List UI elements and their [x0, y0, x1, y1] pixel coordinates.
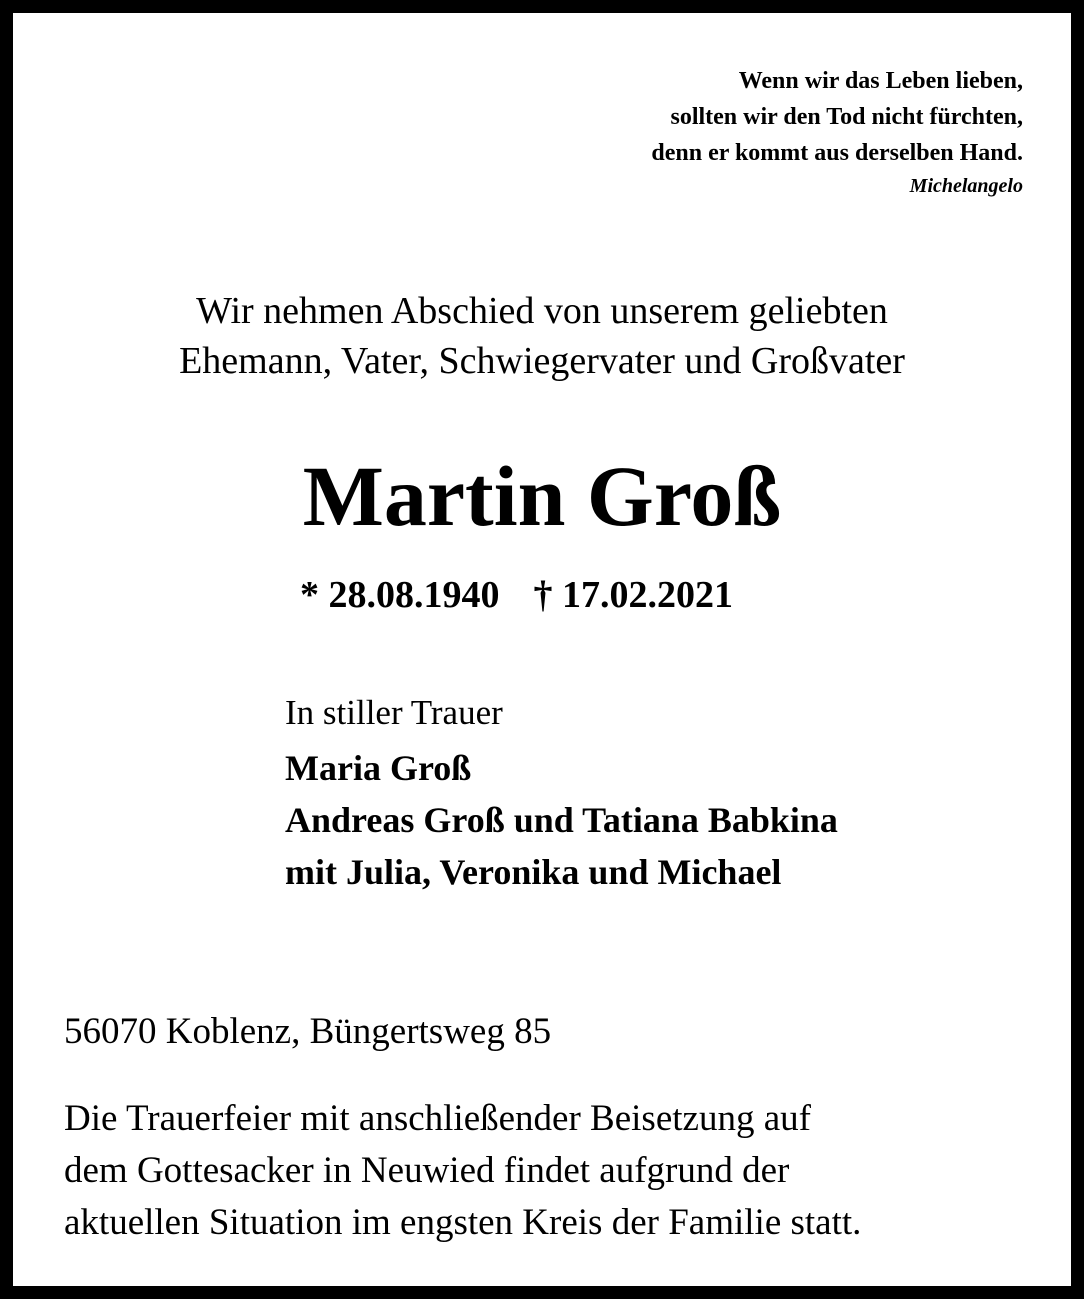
birth-date: * 28.08.1940: [300, 574, 500, 616]
notice-line: dem Gottesacker in Neuwied findet aufgrund der: [64, 1150, 790, 1191]
funeral-notice: [64, 1093, 1044, 1249]
quote-line: sollten wir den Tod nicht fürchten,: [670, 104, 1023, 130]
quote-line: Wenn wir das Leben lieben,: [738, 68, 1023, 94]
life-dates: [300, 570, 733, 620]
mourners-block: [285, 688, 1045, 898]
mourners-heading: In stiller Trauer: [285, 693, 503, 732]
mourner-line: Maria Groß: [285, 748, 472, 788]
notice-line: aktuellen Situation im engsten Kreis der Familie statt.: [64, 1202, 862, 1243]
quote-author: Michelangelo: [909, 175, 1023, 197]
mourner-line: mit Julia, Veronika und Michael: [285, 852, 782, 892]
deceased-name: Martin Groß: [302, 448, 782, 544]
mourner-line: Andreas Groß und Tatiana Babkina: [285, 800, 838, 840]
farewell-intro: [0, 286, 1084, 386]
epigraph-quote: [323, 63, 1023, 201]
notice-line: Die Trauerfeier mit anschließender Beisetzung auf: [64, 1098, 811, 1139]
family-address: 56070 Koblenz, Büngertsweg 85: [64, 1011, 552, 1052]
death-date: † 17.02.2021: [533, 574, 733, 616]
quote-line: denn er kommt aus derselben Hand.: [651, 140, 1023, 166]
intro-line: Ehemann, Vater, Schwiegervater und Großvater: [179, 340, 905, 382]
mourners-names: [285, 742, 1045, 898]
intro-line: Wir nehmen Abschied von unserem geliebten: [196, 290, 888, 332]
